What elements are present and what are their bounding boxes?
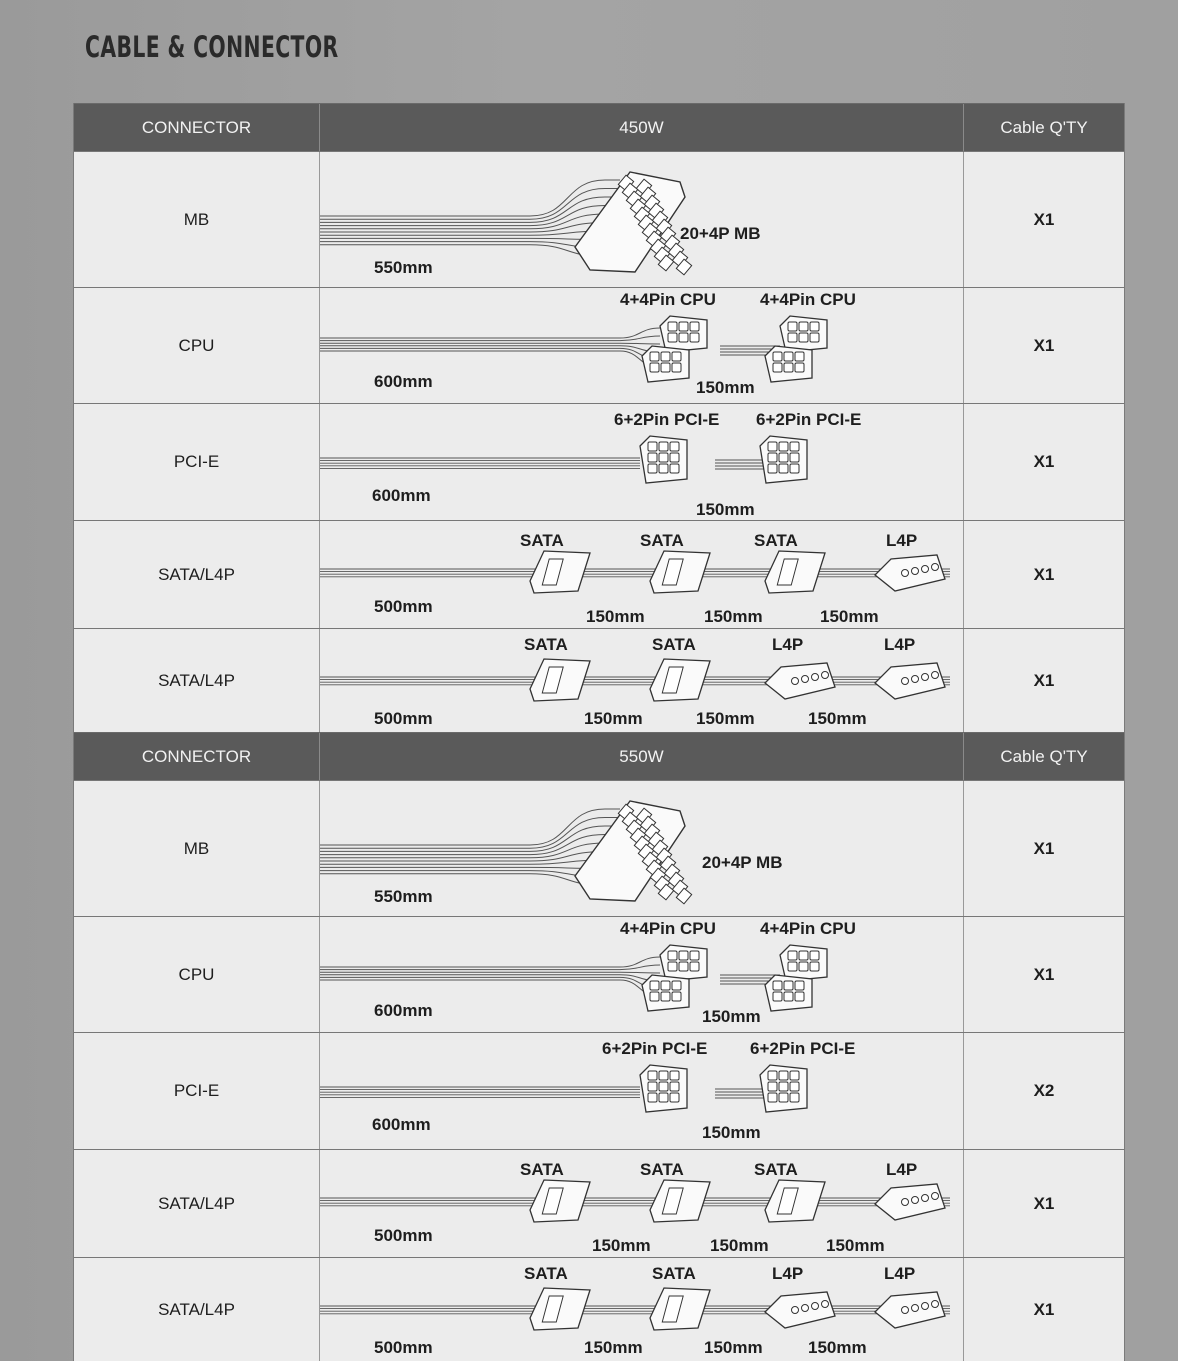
header-connector: CONNECTOR bbox=[74, 733, 320, 780]
segment-length-label: 150mm bbox=[696, 709, 755, 728]
connector-type-label: SATA bbox=[652, 635, 696, 654]
segment-length-label: 150mm bbox=[592, 1236, 651, 1255]
connector-type-label: SATA bbox=[524, 635, 568, 654]
cable-qty: X1 bbox=[1033, 564, 1055, 584]
cable-qty: X1 bbox=[1033, 670, 1055, 690]
segment-length-label: 150mm bbox=[696, 378, 755, 397]
connector-name: CPU bbox=[74, 917, 320, 1032]
cable-diagram bbox=[320, 288, 964, 403]
connector-name: SATA/L4P bbox=[74, 521, 320, 628]
connector-type-label: SATA bbox=[640, 1160, 684, 1179]
connector-name: MB bbox=[74, 152, 320, 287]
cable-length-label: 600mm bbox=[372, 1115, 431, 1134]
cable-length-label: 550mm bbox=[374, 258, 433, 277]
connector-type-label: SATA bbox=[520, 531, 564, 550]
cable-diagram bbox=[320, 629, 964, 732]
cable-qty: X1 bbox=[1033, 1193, 1055, 1213]
connector-name: SATA/L4P bbox=[74, 1258, 320, 1361]
connector-type-label: L4P bbox=[886, 1160, 918, 1179]
page-title: CABLE & CONNECTOR bbox=[85, 30, 339, 64]
table-row bbox=[74, 287, 1124, 403]
cable-diagram bbox=[320, 917, 964, 1032]
table-row bbox=[74, 916, 1124, 1032]
cable-length-label: 500mm bbox=[374, 709, 433, 728]
pcie-connector-drawing bbox=[320, 436, 807, 483]
connector-name: CPU bbox=[74, 288, 320, 403]
sata-connector-drawing bbox=[320, 1180, 950, 1222]
cable-qty: X1 bbox=[1033, 209, 1055, 229]
cable-diagram bbox=[320, 404, 964, 520]
connector-name: PCI-E bbox=[74, 1033, 320, 1149]
cable-length-label: 550mm bbox=[374, 887, 433, 906]
connector-type-label: SATA bbox=[754, 531, 798, 550]
cable-qty: X1 bbox=[1033, 838, 1055, 858]
segment-length-label: 150mm bbox=[584, 1338, 643, 1357]
cable-length-label: 600mm bbox=[374, 1001, 433, 1020]
connector-name: SATA/L4P bbox=[74, 629, 320, 732]
cable-qty: X1 bbox=[1033, 335, 1055, 355]
table-row bbox=[74, 1149, 1124, 1257]
cable-connector-table bbox=[73, 103, 1125, 1361]
connector-type-label: 6+2Pin PCI-E bbox=[614, 410, 720, 429]
connector-type-label: 4+4Pin CPU bbox=[620, 919, 716, 938]
table-row bbox=[74, 520, 1124, 628]
cable-diagram bbox=[320, 1033, 964, 1149]
connector-type-label: 20+4P MB bbox=[702, 853, 783, 872]
table-row bbox=[74, 628, 1124, 732]
pcie-connector-drawing bbox=[320, 1065, 807, 1112]
connector-name: SATA/L4P bbox=[74, 1150, 320, 1257]
connector-name: PCI-E bbox=[74, 404, 320, 520]
connector-type-label: 6+2Pin PCI-E bbox=[602, 1039, 708, 1058]
connector-type-label: L4P bbox=[884, 1264, 916, 1283]
segment-length-label: 150mm bbox=[704, 607, 763, 626]
cable-length-label: 500mm bbox=[374, 1226, 433, 1245]
segment-length-label: 150mm bbox=[704, 1338, 763, 1357]
segment-length-label: 150mm bbox=[820, 607, 879, 626]
connector-type-label: L4P bbox=[772, 1264, 804, 1283]
table-row bbox=[74, 780, 1124, 916]
connector-type-label: SATA bbox=[524, 1264, 568, 1283]
cable-length-label: 500mm bbox=[374, 1338, 433, 1357]
cable-diagram bbox=[320, 521, 964, 628]
connector-type-label: SATA bbox=[520, 1160, 564, 1179]
table-header-row bbox=[74, 103, 1124, 151]
segment-length-label: 150mm bbox=[710, 1236, 769, 1255]
cable-diagram bbox=[320, 1150, 964, 1257]
table-header-row bbox=[74, 732, 1124, 780]
sata-connector-drawing bbox=[320, 1288, 950, 1330]
cable-qty: X1 bbox=[1033, 1299, 1055, 1319]
sata-connector-drawing bbox=[320, 659, 950, 701]
cable-qty: X1 bbox=[1033, 452, 1055, 471]
sata-connector-drawing bbox=[320, 551, 950, 593]
connector-type-label: 6+2Pin PCI-E bbox=[750, 1039, 856, 1058]
connector-type-label: L4P bbox=[884, 635, 916, 654]
connector-type-label: L4P bbox=[772, 635, 804, 654]
segment-length-label: 150mm bbox=[808, 709, 867, 728]
connector-type-label: 4+4Pin CPU bbox=[760, 919, 856, 938]
header-cable-qty: Cable Q'TY bbox=[1000, 746, 1088, 766]
connector-type-label: SATA bbox=[754, 1160, 798, 1179]
connector-type-label: 4+4Pin CPU bbox=[620, 290, 716, 309]
header-wattage: 450W bbox=[320, 104, 964, 151]
cable-length-label: 500mm bbox=[374, 597, 433, 616]
cable-diagram bbox=[320, 781, 964, 916]
table-row bbox=[74, 1257, 1124, 1361]
connector-type-label: 6+2Pin PCI-E bbox=[756, 410, 862, 429]
cable-length-label: 600mm bbox=[374, 372, 433, 391]
connector-type-label: L4P bbox=[886, 531, 918, 550]
segment-length-label: 150mm bbox=[808, 1338, 867, 1357]
cable-qty: X1 bbox=[1033, 964, 1055, 984]
connector-type-label: 20+4P MB bbox=[680, 224, 761, 243]
cable-qty: X2 bbox=[1033, 1081, 1055, 1100]
segment-length-label: 150mm bbox=[584, 709, 643, 728]
connector-type-label: 4+4Pin CPU bbox=[760, 290, 856, 309]
table-row bbox=[74, 403, 1124, 520]
connector-type-label: SATA bbox=[652, 1264, 696, 1283]
cable-diagram bbox=[320, 152, 964, 287]
cable-length-label: 600mm bbox=[372, 486, 431, 505]
table-row bbox=[74, 151, 1124, 287]
segment-length-label: 150mm bbox=[702, 1123, 761, 1142]
cable-diagram bbox=[320, 1258, 964, 1361]
segment-length-label: 150mm bbox=[702, 1007, 761, 1026]
segment-length-label: 150mm bbox=[586, 607, 645, 626]
segment-length-label: 150mm bbox=[696, 500, 755, 519]
header-connector: CONNECTOR bbox=[74, 104, 320, 151]
header-wattage: 550W bbox=[320, 733, 964, 780]
table-row bbox=[74, 1032, 1124, 1149]
segment-length-label: 150mm bbox=[826, 1236, 885, 1255]
connector-name: MB bbox=[74, 781, 320, 916]
connector-type-label: SATA bbox=[640, 531, 684, 550]
header-cable-qty: Cable Q'TY bbox=[1000, 117, 1088, 137]
